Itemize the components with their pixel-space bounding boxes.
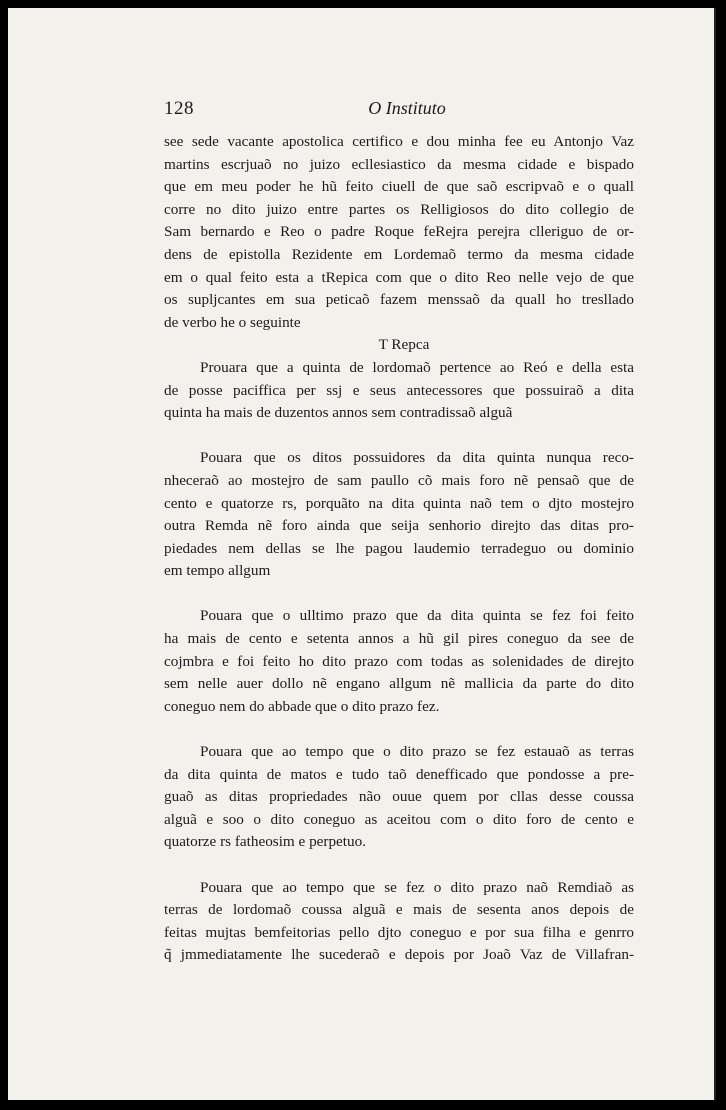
- text-line: feitas mujtas bemfeitorias pello djto coneguo e por sua filha e genrro: [164, 923, 634, 941]
- text-line: q̃ jmmediatamente lhe sucederaõ e depois por Joaõ Vaz de Villafran-: [164, 946, 634, 964]
- paragraph-article-5: [164, 877, 634, 967]
- paragraph-article-4: [164, 741, 634, 854]
- text-line: see sede vacante apostolica certifico e dou minha fee eu Antonjo Vaz: [164, 133, 634, 150]
- text-line: nheceraõ ao mostejro de sam paullo cõ mais foro nẽ pensaõ que de: [164, 471, 634, 489]
- text-line: alguã e soo o dito coneguo as aceitou com o dito foro de cento e: [164, 810, 634, 828]
- text-line: em tempo allgum: [164, 562, 271, 580]
- text-line: cojmbra e foi feito ho dito prazo com todas as solenidades de direjto: [164, 652, 634, 670]
- text-line: da dita quinta de matos e tudo taõ denefficado que pondosse a pre-: [164, 765, 634, 783]
- text-line: guaõ as ditas propriedades não ouue quem por cllas desse coussa: [164, 788, 634, 806]
- text-line: dens de epistolla Rezidente em Lordemaõ termo da mesma cidade: [164, 245, 634, 263]
- text-line: em o qual feito esta a tRepica com que o dito Reo nelle vejo de que: [164, 268, 634, 286]
- text-line: Pouara que ao tempo que o dito prazo se fez estauaõ as terras: [200, 743, 634, 761]
- text-line: piedades nem dellas se lhe pagou laudemio terradeguo ou dominio: [164, 539, 634, 557]
- paragraph-certificate: [164, 131, 634, 334]
- text-line: cento e quatorze rs, porquãto na dita quinta naõ tem o djto mostejro: [164, 494, 634, 512]
- paragraph-article-1: [164, 357, 634, 425]
- page-header: [164, 98, 650, 124]
- page-number: 128: [164, 98, 194, 119]
- text-line: coneguo nem do abbade que o dito prazo fez.: [164, 697, 440, 715]
- text-line: terras de lordomaõ coussa alguã e mais de sesenta anos depois de: [164, 901, 634, 919]
- text-line: Sam bernardo e Reo o padre Roque feRejra perejra clleriguo de or-: [164, 223, 634, 241]
- text-line: Prouara que a quinta de lordomaõ pertence ao Reó e della esta: [200, 358, 634, 376]
- paragraph-article-2: [164, 447, 634, 583]
- text-line: quatorze rs fatheosim e perpetuo.: [164, 833, 366, 851]
- text-line: corre no dito juizo entre partes os Relligiosos do dito collegio de: [164, 200, 634, 218]
- text-line: martins escrjuaõ no juizo ecllesiastico da mesma cidade e bispado: [164, 155, 634, 173]
- text-line: os supljcantes em sua peticaõ fazem menssaõ da quall ho tresllado: [164, 291, 634, 309]
- text-line: Pouara que os ditos possuidores da dita quinta nunqua reco-: [200, 449, 634, 467]
- body-text: [164, 131, 634, 967]
- paragraph-article-3: [164, 605, 634, 718]
- section-heading: T Repca: [378, 336, 430, 354]
- text-line: Pouara que ao tempo que se fez o dito prazo naõ Remdiaõ as: [200, 878, 634, 896]
- text-line: Pouara que o ulltimo prazo que da dita quinta se fez foi feito: [200, 607, 634, 625]
- running-title: O Instituto: [368, 98, 446, 118]
- text-line: de posse paciffica per ssj e seus antecessores que possuiraõ a dita: [164, 381, 634, 399]
- text-line: que em meu poder he hũ feito ciuell de que saõ escripvaõ e o quall: [164, 178, 634, 196]
- text-line: outra Remda nẽ foro ainda que seija senhorio direjto das ditas pro-: [164, 517, 634, 535]
- text-line: ha mais de cento e setenta annos a hũ gil pires coneguo da see de: [164, 630, 634, 648]
- text-line: quinta ha mais de duzentos annos sem contradissaõ alguã: [164, 404, 513, 422]
- text-line: de verbo he o seguinte: [164, 313, 301, 331]
- text-line: sem nelle auer dollo nẽ engano allgum nẽ mallicia da parte do dito: [164, 675, 634, 693]
